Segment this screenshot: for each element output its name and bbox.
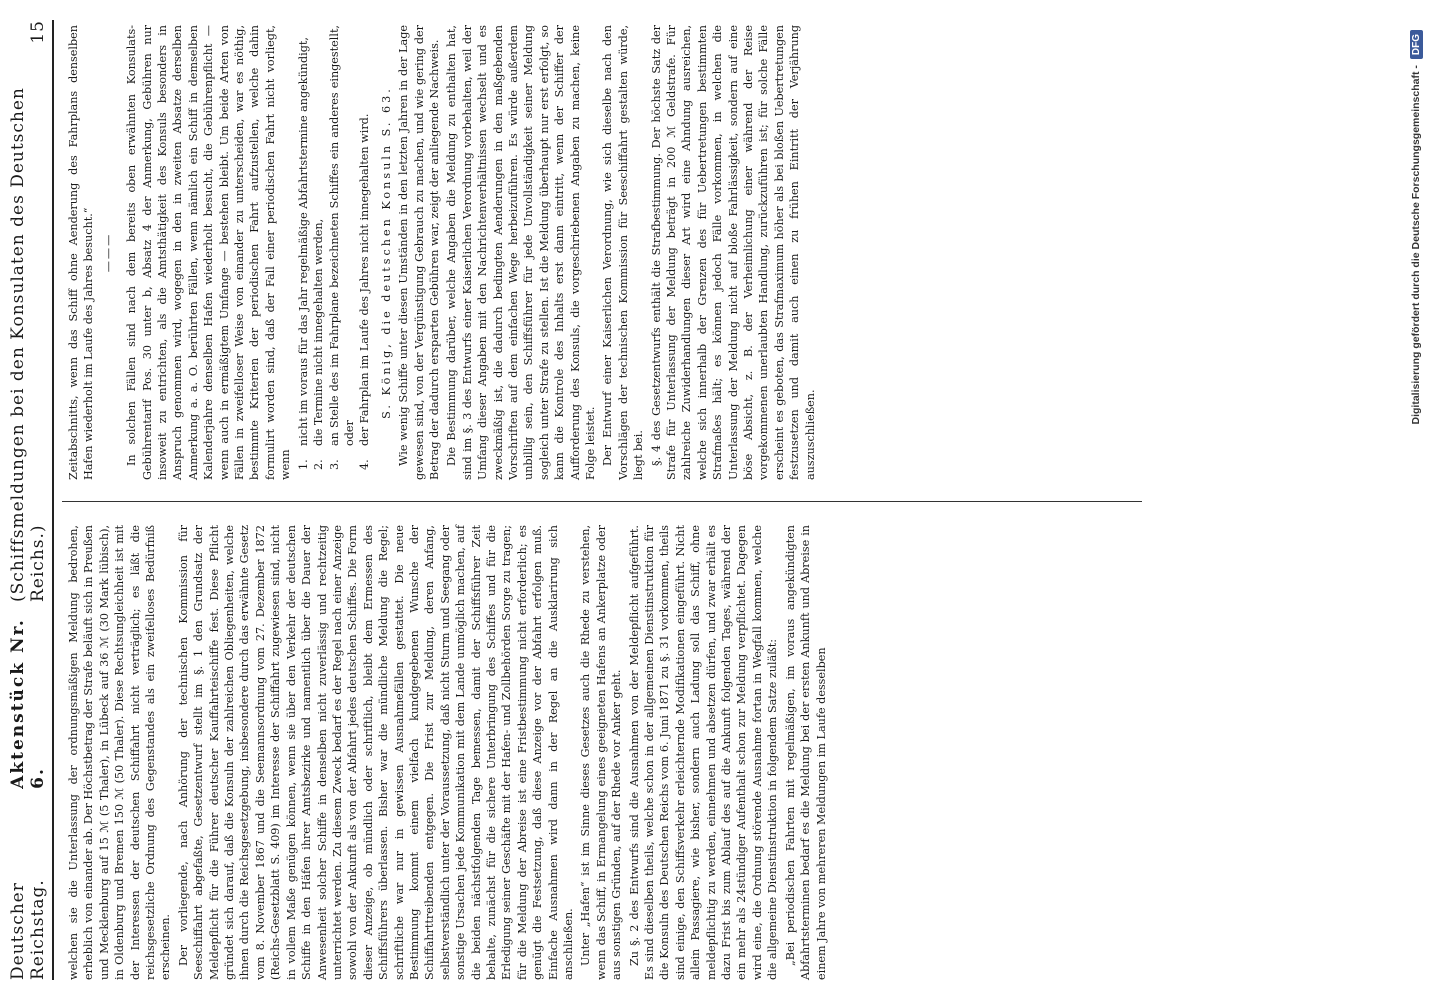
paragraph: Wie wenig Schiffe unter diesen Umständen in den letzten Jahren in der Lage gewesen sind, von der Vergünstigung Gebrauch zu machen, und wie gering der Betrag der dadurch ersparten Gebühren war, zeigt der anliegende Nachweis. [397,25,441,480]
header-center: (Schiffsmeldungen bei den Konsulaten des Deutschen Reichs.) [8,87,48,603]
list-item: 1. nicht im voraus für das Jahr regelmäßige Abfahrtstermine angekündigt, [296,37,310,470]
right-column [66,25,820,480]
header-left: Deutscher Reichstag. [8,879,48,980]
paragraph: Zu §. 2 des Entwurfs sind die Ausnahmen von der Meldepflicht aufgeführt. Es sind dieselben theils, welche schon in der allgemeinen Dienstinstruktion für die Konsuln des Deutschen Reichs vom 6. Juni 1871 zu §. 31 vorkommen, theils sind einige, den Schiffsverkehr erleichternde Modifikationen eingeführt. Nicht allein Passagiere, wie bisher, sondern auch Ladung soll das Schiff, ohne meldepflichtig zu werden, einnehmen und absetzen dürfen, und zwar erhält es dazu Frist bis zum Ablauf des auf die Ankunft folgenden Tages, während der ein mehr als 24stündiger Aufenthalt schon zur Meldung verpflichtet. Dagegen wird eine, die Ordnung störende Ausnahme fortan in Wegfall kommen, welche die allgemeine Dienstinstruktion in folgendem Satze zuläßt: [627,525,780,980]
separator-dashes: ——— [101,232,115,273]
list-item: 3. an Stelle des im Fahrplane bezeichneten Schiffes ein anderes eingestellt, oder [327,25,356,470]
dfg-logo: DFG [1410,30,1423,59]
list-item: 4. der Fahrplan im Laufe des Jahres nicht innegehalten wird. [358,113,372,470]
page-number: 15 [28,20,48,44]
paragraph: §. 4 des Gesetzentwurfs enthält die Strafbestimmung. Der höchste Satz der Strafe für Unterlassung der Meldung beträgt in 200 ℳ Geldstrafe. Für zahlreiche Zuwiderhandlungen dieser Art wird eine Ahndung ausreichen, welche sich innerhalb der Grenzen des für Uebertretungen bestimmten Strafmaßes hält; es können jedoch Fälle vorkommen, in welchen die Unterlassung der Meldung nicht auf bloße Fahrlässigkeit, sondern auf eine böse Absicht, z. B. der Verheimlichung einer während der Reise vorgekommenen unerlaubten Handlung, zurückzuführen ist; für solche Fälle erscheint es geboten, das Strafmaximum höher als bei bloßen Uebertretungen festzusetzen und damit auch einen zu frühen Eintritt der Verjährung auszuschließen. [649,25,817,480]
page-header [8,20,54,980]
paragraph: Die Bestimmung darüber, welche Angaben die Meldung zu enthalten hat, sind im §. 3 des Entwurfs einer Kaiserlichen Verordnung vorbehalten, weil der Umfang dieser Angaben mit den Nachrichtenverhältnissen wechselt und es zweckmäßig ist, die dadurch bedingten Aenderungen in den maßgebenden Vorschriften auf dem einfachen Wege herbeizuführen. Es würde außerdem unbillig sein, den Schiffsführer für jede Unvollständigkeit seiner Meldung sogleich unter Strafe zu stellen. Ist die Meldung überhaupt nur erst erfolgt, so kann die Kontrole des Inhalts erst dann eintritt, wenn der Schiffer der Aufforderung des Konsuls, die vorgeschriebenen Angaben zu machen, keine Folge leistet. [445,25,597,480]
paragraph: Zeitabschnitts, wenn das Schiff ohne Aenderung des Fahrplans denselben Hafen wiederholt im Laufe des Jahres besucht.“ [67,25,96,480]
digitization-credit [1406,30,1426,990]
paragraph: „Bei periodischen Fahrten mit regelmäßigen, im voraus angekündigten Abfahrtsterminen bedarf es die Meldung bei der ersten Ankunft und Abreise in einem Jahre von mehreren Meldungen im Laufe desselben [783,525,828,980]
criteria-list [296,25,373,470]
reference-line: S. König, die deutschen Konsuln S. 63. [379,86,393,419]
header-title: Aktenstück Nr. 6. [8,618,48,789]
paragraph: In solchen Fällen sind nach dem bereits oben erwähnten Konsulats-Gebührentarif Pos. 30 unter b, Absatz 4 der Anmerkung, Gebühren nur insoweit zu entrichten, als die Amtsthätigkeit des Konsuls besonders in Anspruch genommen wird, wogegen in den in zweiten Absatze derselben Anmerkung a. a. O. berührten Fällen, wenn nämlich ein Schiff in demselben Kalenderjahre denselben Hafen wiederholt besucht, die Gebührenpflicht — wenn auch in ermäßigtem Umfange — bestehen bleibt. Um beide Arten von Fällen in zweifelloser Weise von einander zu unterscheiden, war es nöthig, bestimmte Kriterien der periodischen Fahrt aufzustellen, welche dahin formulirt worden sind, daß der Fall einer periodischen Fahrt nicht vorliegt, wenn [125,25,293,480]
list-item: 2. die Termine nicht innegehalten werden, [312,218,326,470]
column-divider [62,501,1142,502]
paragraph: Der vorliegende, nach Anhörung der technischen Kommission für Seeschiffahrt abgefaßte, Gesetzentwurf stellt im §. 1 den Grundsatz der Meldepflicht für die Führer deutscher Kauffahrteischiffe fest. Diese Pflicht gründet sich darauf, daß die Konsuln der zahlreichen Obliegenheiten, welche ihnen durch die Reichsgesetzgebung, insbesondere durch das erwähnte Gesetz vom 8. November 1867 und die Seemannsordnung vom 27. Dezember 1872 (Reichs-Gesetzblatt S. 409) im Interesse der Schiffahrt zugewiesen sind, nicht in vollem Maße genügen können, wenn sie über den Verkehr der deutschen Schiffe in den Häfen ihrer Amtsbezirke und namentlich über die Dauer der Anwesenheit solcher Schiffe in denselben nicht zuverlässig und rechtzeitig unterrichtet werden. Zu diesem Zweck bedarf es der Regel nach einer Anzeige sowohl von der Ankunft als von der Abfahrt jedes deutschen Schiffes. Die Form dieser Anzeige, ob mündlich oder schriftlich, bleibt dem Ermessen des Schiffsführers überlassen. Bisher war die mündliche Meldung die Regel; schriftliche war nur in gewissen Ausnahmefällen gestattet. Die neue Bestimmung kommt einem vielfach kundgegebenen Wunsche der Schiffahrttreibenden entgegen. Die Frist zur Meldung, deren Anfang, selbstverständlich unter der Voraussetzung, daß nicht Sturm und Seegang oder sonstige Ursachen jede Kommunikation mit dem Lande unmöglich machen, auf die beiden nächstfolgenden Tage bemessen, damit der Schiffsführer Zeit behalte, zunächst für die sichere Unterbringung des Schiffes und für die Erledigung seiner Geschäfte mit der Hafen- und Zollbehörden Sorge zu tragen; für die Meldung der Abreise ist eine Fristbestimmung nicht erforderlich; es genügt die Festsetzung, daß diese Anzeige vor der Abfahrt erfolgen muß. Einfache Ausnahmen wird dann in der Regel an die Ausklarirung sich anschließen. [176,525,575,980]
paragraph: Unter „Hafen“ ist im Sinne dieses Gesetzes auch die Rhede zu verstehen, wenn das Schiff, in Ermangelung eines geeigneten Hafens an Ankerplatze oder aus sonstigen Gründen, auf der Rhede vor Anker geht. [579,525,624,980]
digitization-text: Digitalisierung gefördert durch die Deutsche Forschungsgemeinschaft - [1410,65,1422,425]
paragraph: welchen sie die Unterlassung der ordnungsmäßigen Meldung bedrohen, erheblich von einander ab. Der Höchstbetrag der Strafe beläuft sich in Preußen und Mecklenburg auf 15 ℳ (5 Thaler), in Lübeck auf 36 ℳ (30 Mark lübisch), in Oldenburg und Bremen 150 ℳ (50 Thaler). Diese Rechtsungleichheit ist mit der Interessen der deutschen Schiffahrt nicht verträglich; es läßt die reichsgesetzliche Ordnung des Gegenstandes als ein zweifelloses Bedürfniß erscheinen. [67,525,173,980]
paragraph: Der Entwurf einer Kaiserlichen Verordnung, wie sich dieselbe nach den Vorschlägen der technischen Kommission für Seeschiffahrt gestalten würde, liegt bei. [601,25,646,480]
left-column [66,525,831,980]
